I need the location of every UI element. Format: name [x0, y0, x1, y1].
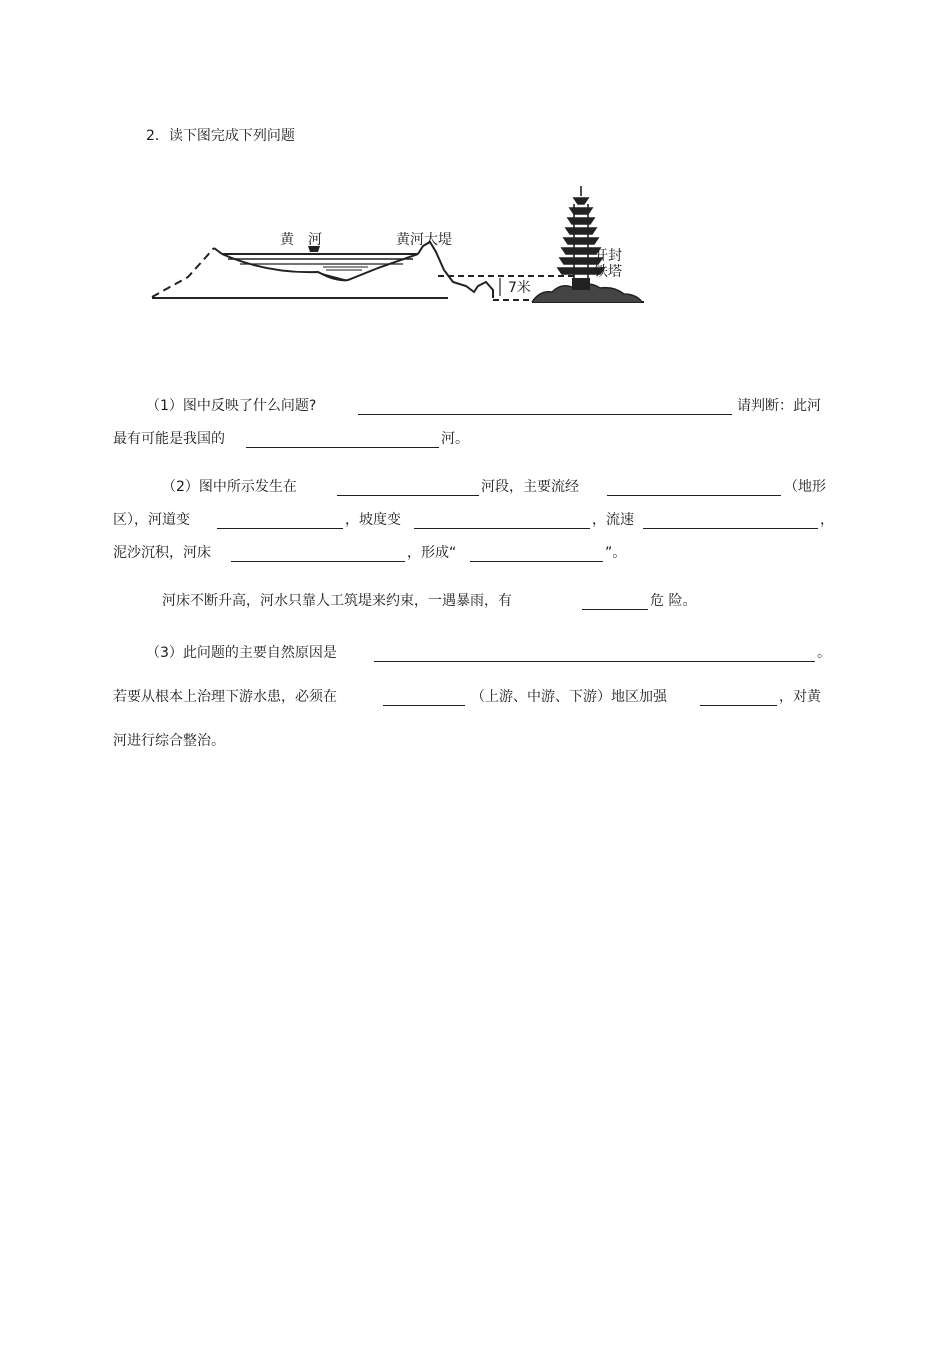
river-cross-section-figure	[148, 182, 648, 312]
q3-line2-end: ，对黄	[779, 689, 821, 705]
river-label: 黄 河	[280, 232, 322, 248]
q3-line3-text: 河进行综合整治。	[113, 733, 225, 749]
q2-line4-end: 危 险。	[650, 593, 697, 609]
q2-answer-blank-danger[interactable]	[582, 609, 648, 610]
height-label: 7米	[508, 280, 531, 296]
q3-line2-start: 若要从根本上治理下游水患，必须在	[113, 689, 337, 705]
question-heading: 2．读下图完成下列问题	[146, 128, 295, 144]
q3-line1-end: 。	[817, 645, 831, 661]
q1-line2-end: 河。	[441, 431, 469, 447]
q1-answer-blank-problem[interactable]	[358, 414, 732, 415]
q2-answer-blank-form[interactable]	[470, 561, 603, 562]
q2-answer-blank-slope[interactable]	[414, 528, 590, 529]
q2-terrain-text: （地形	[784, 479, 826, 495]
q2-answer-blank-speed[interactable]	[643, 528, 818, 529]
q1-prompt: （1）图中反映了什么问题?	[146, 398, 317, 414]
q1-answer-blank-river[interactable]	[246, 447, 439, 448]
q2-line4-text: 河床不断升高，河水只靠人工筑堤来约束，一遇暴雨，有	[162, 593, 512, 609]
q1-judge-text: 请判断：此河	[737, 398, 821, 414]
q2-flows-text: 河段，主要流经	[481, 479, 579, 495]
q2-form-text: ，形成“	[407, 545, 457, 561]
tower-label-line2: 铁塔	[594, 264, 622, 280]
q2-prompt: （2）图中所示发生在	[162, 479, 297, 495]
q3-prompt: （3）此问题的主要自然原因是	[146, 645, 337, 661]
q3-region-options: （上游、中游、下游）地区加强	[471, 689, 667, 705]
q2-answer-blank-terrain[interactable]	[607, 495, 781, 496]
q3-answer-blank-cause[interactable]	[374, 661, 815, 662]
q2-answer-blank-channel[interactable]	[217, 528, 343, 529]
q2-form-end: ”。	[605, 545, 627, 561]
q2-speed-text: ，流速	[592, 512, 634, 528]
dike-label: 黄河大堤	[396, 232, 452, 248]
tower-label-line1: 开封	[594, 248, 622, 264]
q2-line2-start: 区），河道变	[113, 512, 190, 528]
q3-answer-blank-region[interactable]	[383, 705, 465, 706]
q2-line2-comma: ，	[820, 512, 834, 528]
q3-answer-blank-measure[interactable]	[700, 705, 777, 706]
q2-answer-blank-section[interactable]	[337, 495, 479, 496]
q2-slope-text: ，坡度变	[345, 512, 401, 528]
q1-line2-text: 最有可能是我国的	[113, 431, 225, 447]
q2-answer-blank-riverbed[interactable]	[231, 561, 405, 562]
q2-line3-start: 泥沙沉积，河床	[113, 545, 211, 561]
